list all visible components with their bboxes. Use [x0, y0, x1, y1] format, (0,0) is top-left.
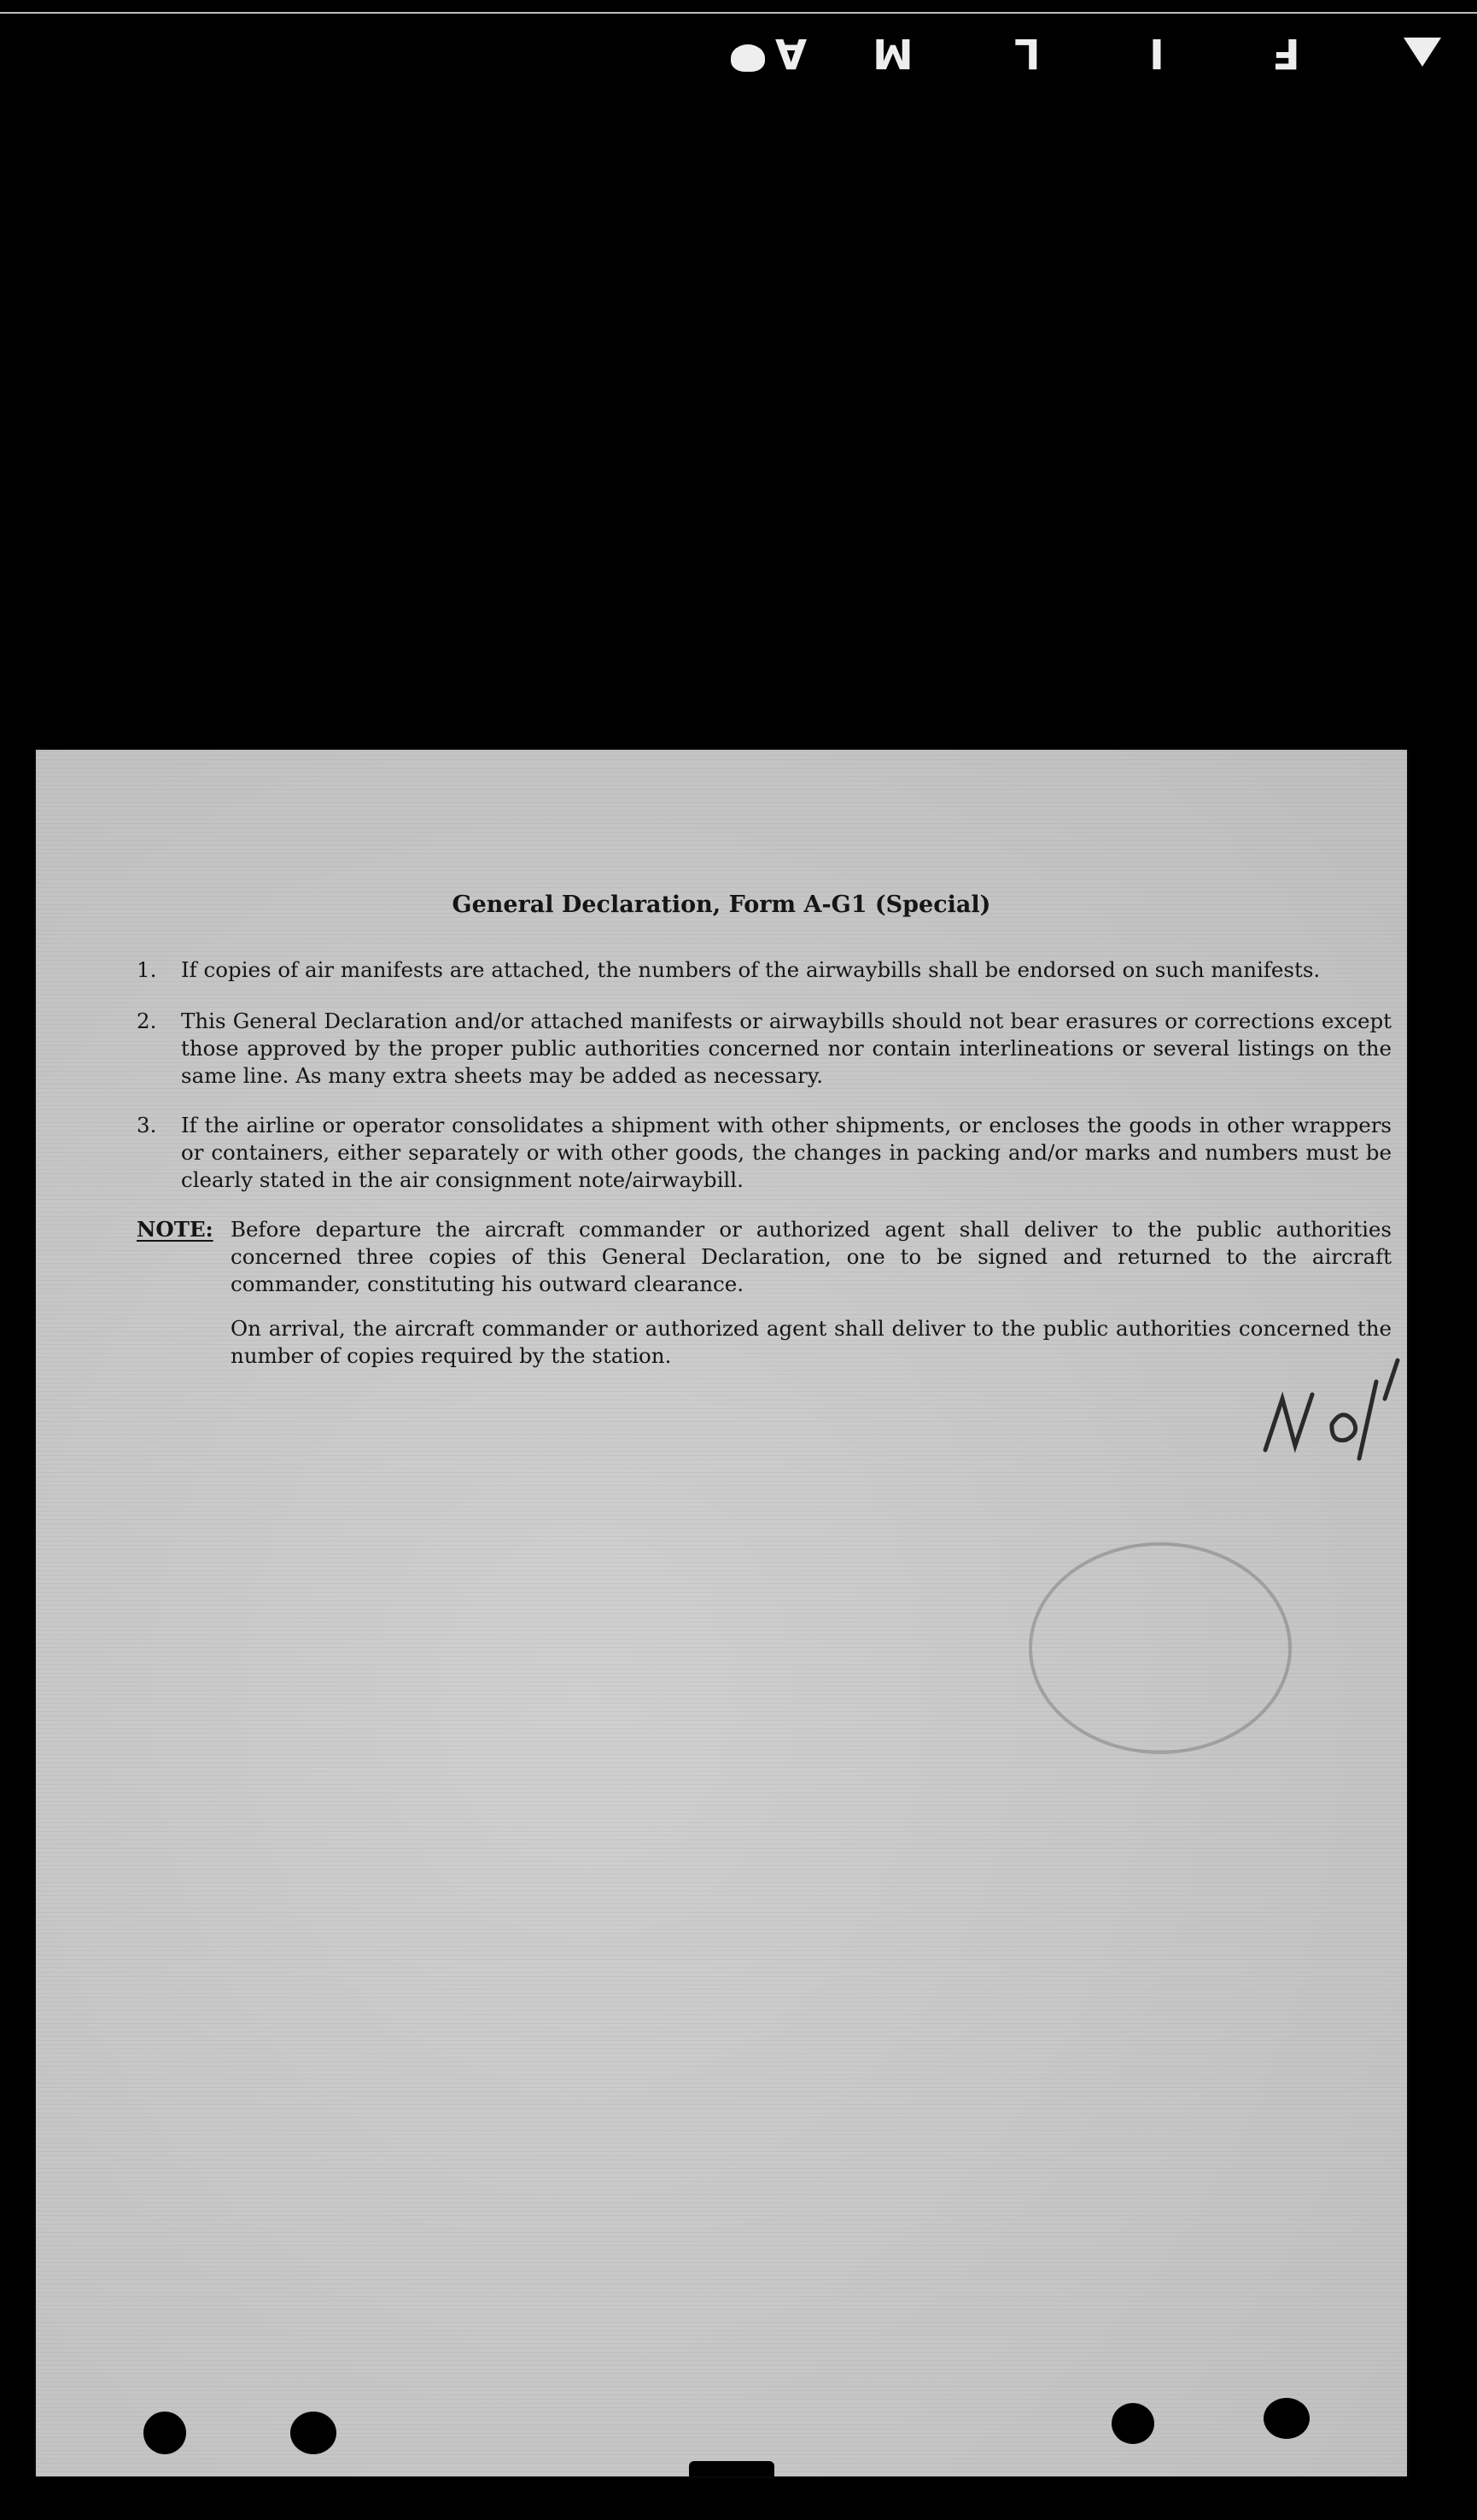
item-number: 2. — [137, 1009, 157, 1033]
sheet-tab-notch — [689, 2461, 774, 2476]
film-dot-mark — [731, 44, 765, 72]
document-title: General Declaration, Form A-G1 (Special) — [452, 892, 991, 918]
note-paragraph-1: Before departure the aircraft commander or authorized agent shall deliver to the public authorities concerned three copies of this General Declaration, one to be signed and returned to the aircraft commander, constituting his outward clearance. — [231, 1217, 1392, 1296]
film-mark-m: M — [873, 29, 914, 77]
document-sheet — [36, 750, 1407, 2476]
note-paragraph-2: On arrival, the aircraft commander or authorized agent shall deliver to the public authorities concerned the number of copies required by the station. — [231, 1316, 1392, 1368]
handwritten-no-mark — [1231, 1348, 1419, 1476]
punch-hole — [143, 2412, 186, 2454]
punch-hole — [1264, 2398, 1310, 2439]
film-top-rule — [0, 12, 1477, 14]
punch-hole — [290, 2412, 336, 2454]
punch-hole — [1112, 2403, 1154, 2444]
faded-stamp-oval — [1029, 1542, 1292, 1754]
item-number: 1. — [137, 957, 157, 982]
item-text: If the airline or operator consolidates a shipment with other shipments, or encloses the goods in other wrappers or containers, either separately or with other goods, the changes in packing and/or marks and numbers must be clearly stated in the air consignment note/airwaybill. — [181, 1113, 1392, 1192]
note-label: NOTE: — [137, 1217, 213, 1242]
film-mark-f: F — [1272, 29, 1300, 77]
film-mark-a: A — [775, 29, 808, 77]
film-mark-i: I — [1149, 29, 1165, 77]
declaration-item-3 — [137, 1112, 1392, 1194]
film-triangle-mark — [1404, 38, 1441, 67]
film-mark-l: L — [1014, 29, 1041, 77]
declaration-note — [137, 1216, 1392, 1370]
declaration-item-2 — [137, 1008, 1392, 1090]
declaration-item-1 — [137, 956, 1392, 984]
item-text: If copies of air manifests are attached, the numbers of the airwaybills shall be endorsed on such manifests. — [181, 957, 1321, 982]
item-number: 3. — [137, 1113, 157, 1137]
item-text: This General Declaration and/or attached manifests or airwaybills should not bear erasures or corrections except those approved by the proper public authorities concerned nor contain interlineations or several listings on the same line. As many extra sheets may be added as necessary. — [181, 1009, 1392, 1088]
